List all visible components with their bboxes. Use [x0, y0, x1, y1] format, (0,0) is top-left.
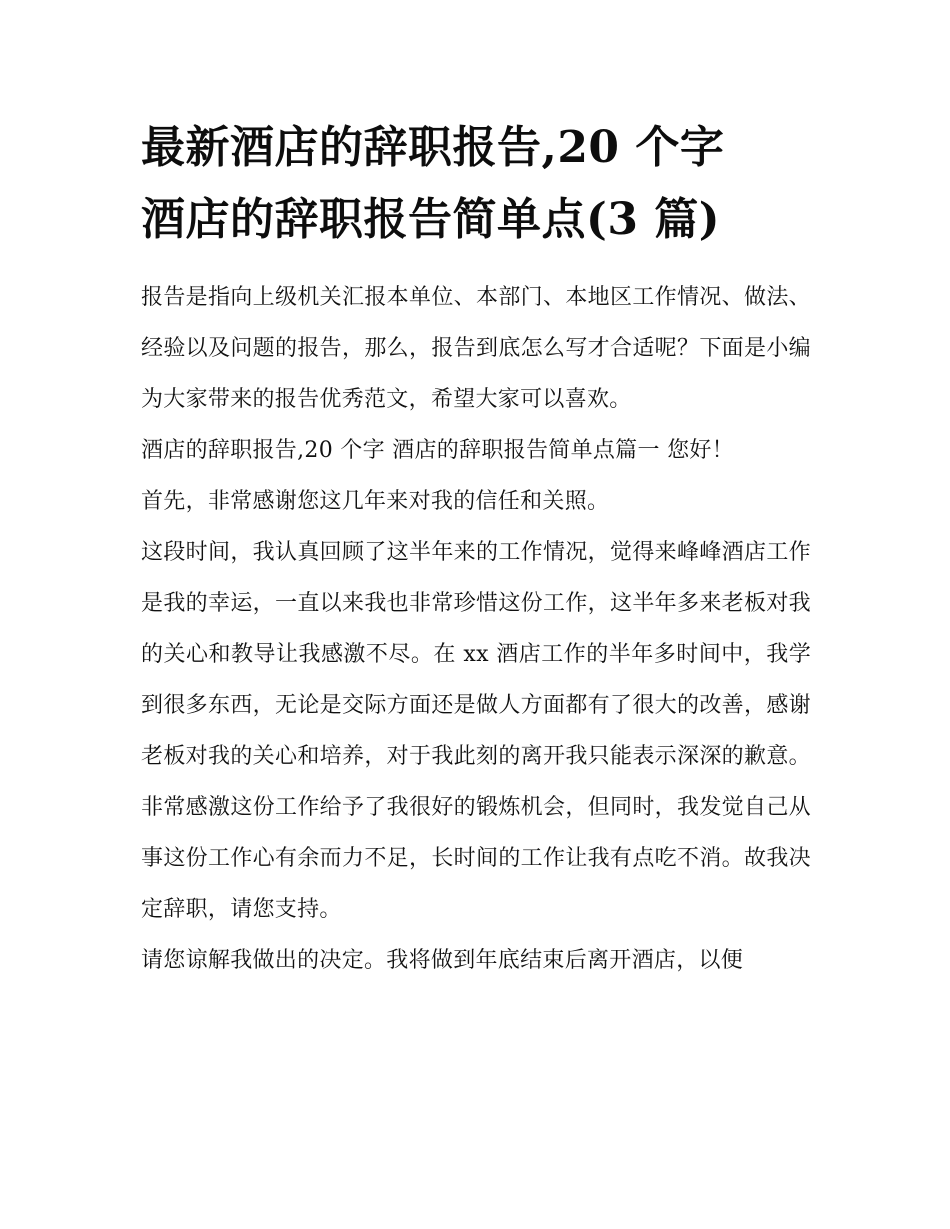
- greeting-paragraph: 首先，非常感谢您这几年来对我的信任和关照。: [141, 489, 610, 514]
- closing-paragraph: 请您谅解我做出的决定。我将做到年底结束后离开酒店，以便: [141, 948, 744, 973]
- intro-paragraph: 报告是指向上级机关汇报本单位、本部门、本地区工作情况、做法、经验以及问题的报告，那么，报告到底怎么写才合适呢？下面是小编为大家带来的报告优秀范文，希望大家可以喜欢。: [141, 285, 811, 412]
- document-title: [141, 112, 811, 256]
- title-line-2: 酒店的辞职报告简单点(3 篇): [141, 194, 721, 245]
- main-paragraph: 这段时间，我认真回顾了这半年来的工作情况，觉得来峰峰酒店工作是我的幸运，一直以来我也非常珍惜这份工作，这半年多来老板对我的关心和教导让我感激不尽。在 xx 酒店工作的半年多时间中，我学到很多东西，无论是交际方面还是做人方面都有了很大的改善，感谢老板对我的关心和培养，对于我此刻的离开我只能表示深深的歉意。非常感激这份工作给予了我很好的锻炼机会，但同时，我发觉自己从事这份工作心有余而力不足，长时间的工作让我有点吃不消。故我决定辞职，请您支持。: [141, 540, 811, 922]
- document-body: [141, 272, 811, 986]
- document-content: [141, 112, 811, 986]
- section-heading-paragraph: 酒店的辞职报告,20 个字 酒店的辞职报告简单点篇一 您好！: [141, 438, 734, 463]
- title-line-1: 最新酒店的辞职报告,20 个字: [141, 122, 725, 173]
